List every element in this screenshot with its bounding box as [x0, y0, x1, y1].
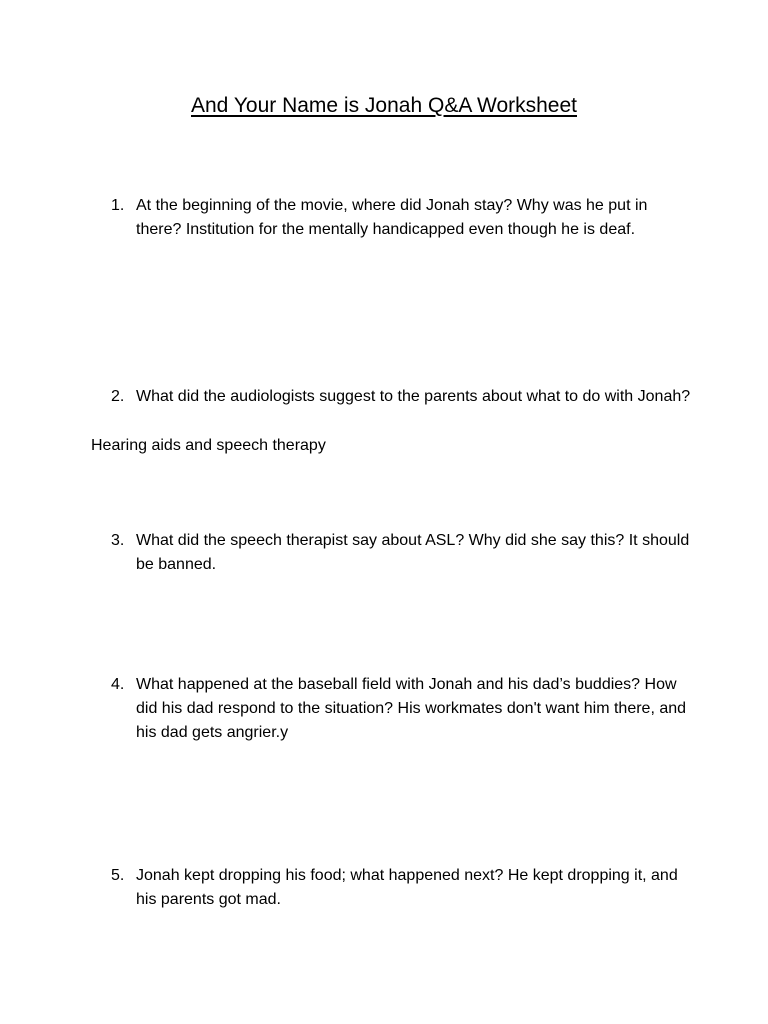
question-3-number: 3.: [111, 532, 125, 549]
question-2-text: What did the audiologists suggest to the parents about what to do with Jonah?: [136, 388, 691, 405]
question-2-number: 2.: [111, 388, 125, 405]
question-3-text: What did the speech therapist say about ASL? Why did she say this? It should be banned.: [136, 532, 690, 573]
question-3: [111, 529, 696, 577]
question-1: [111, 194, 696, 242]
question-5-number: 5.: [111, 867, 125, 884]
question-4-number: 4.: [111, 676, 125, 693]
question-5-text: Jonah kept dropping his food; what happened next? He kept dropping it, and his parents got mad.: [136, 867, 678, 908]
question-4: [111, 673, 696, 745]
question-1-number: 1.: [111, 197, 125, 214]
question-1-text: At the beginning of the movie, where did Jonah stay? Why was he put in there? Institution for the mentally handicapped even though he is deaf.: [136, 197, 648, 238]
question-2: [111, 385, 696, 409]
question-5: [111, 864, 696, 912]
question-2-answer: Hearing aids and speech therapy: [91, 437, 326, 454]
worksheet-title: And Your Name is Jonah Q&A Worksheet: [191, 94, 577, 117]
question-4-text: What happened at the baseball field with Jonah and his dad’s buddies? How did his dad respond to the situation? His workmates don't want him there, and his dad gets angrier.y: [136, 676, 687, 741]
